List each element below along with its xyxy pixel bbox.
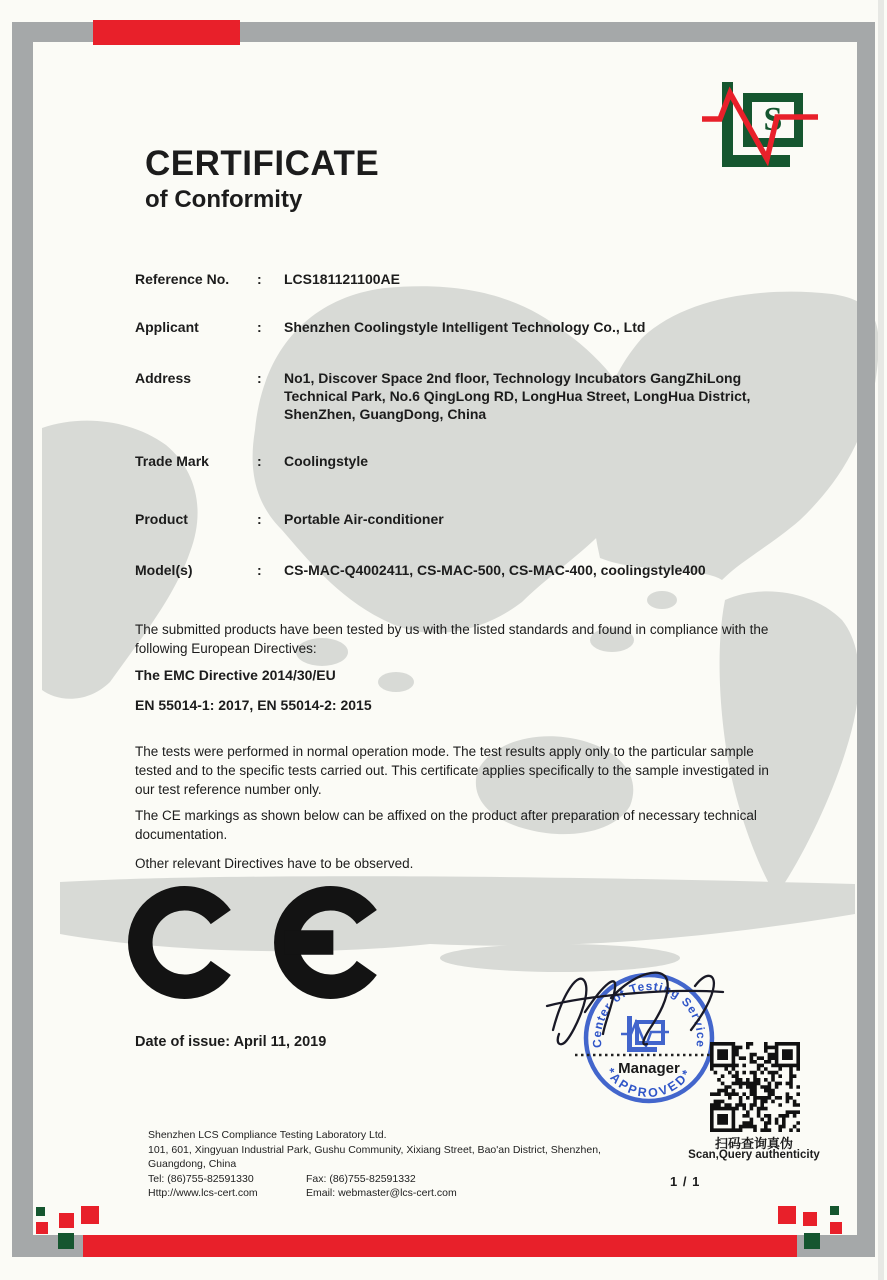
- lcs-logo-icon: [690, 70, 860, 190]
- page-number: 1 / 1: [670, 1174, 701, 1189]
- paragraph-intro: The submitted products have been tested by us with the listed standards and found in compliance with the following European Directives:: [135, 622, 769, 656]
- deco-square: [830, 1206, 839, 1215]
- stamp-logo-icon: [621, 1016, 669, 1052]
- footer-block: [148, 1128, 601, 1201]
- field-colon: :: [257, 453, 262, 469]
- field-value: CS-MAC-Q4002411, CS-MAC-500, CS-MAC-400, coolingstyle400: [284, 562, 706, 578]
- field-label: Reference No.: [135, 271, 230, 287]
- stamp-role-label: Manager: [618, 1060, 680, 1077]
- paragraph-ce: The CE markings as shown below can be affixed on the product after preparation of necessary technical documentation.: [135, 808, 757, 842]
- field-colon: :: [257, 319, 262, 335]
- footer-tel: Tel: (86)755-82591330: [148, 1172, 254, 1185]
- frame-accent-top: [93, 20, 240, 45]
- footer-email: Email: webmaster@lcs-cert.com: [306, 1187, 457, 1199]
- deco-square: [36, 1222, 48, 1234]
- deco-square: [803, 1212, 817, 1226]
- frame-accent-bottom: [83, 1235, 797, 1257]
- field-value: No1, Discover Space 2nd floor, Technology Incubators GangZhiLong Technical Park, No.6 QingLong RD, LongHua Street, LongHua District, ShenZhen, GuangDong, China: [284, 370, 751, 422]
- footer-address-2: Guangdong, China: [148, 1158, 237, 1170]
- qr-code: [710, 1042, 800, 1132]
- ce-mark-icon: [128, 884, 388, 1001]
- certificate-subtitle: of Conformity: [145, 186, 303, 213]
- field-label: Address: [135, 370, 192, 386]
- page-edge-shadow: [878, 0, 884, 1280]
- deco-square: [81, 1206, 99, 1224]
- qr-caption-en: Scan,Query authenticity: [688, 1149, 820, 1161]
- logo-letter: S: [763, 101, 783, 138]
- deco-square: [59, 1213, 74, 1228]
- field-colon: :: [257, 511, 262, 527]
- field-value: Coolingstyle: [284, 453, 369, 469]
- field-colon: :: [257, 562, 262, 578]
- footer-company: Shenzhen LCS Compliance Testing Laboratory Ltd.: [148, 1129, 387, 1141]
- paragraph-other: Other relevant Directives have to be observed.: [135, 856, 414, 871]
- date-of-issue: Date of issue: April 11, 2019: [135, 1034, 327, 1050]
- deco-square: [830, 1222, 842, 1234]
- field-label: Model(s): [135, 562, 193, 578]
- field-label: Product: [135, 511, 188, 527]
- field-value: LCS181121100AE: [284, 271, 400, 287]
- footer-address-1: 101, 601, Xingyuan Industrial Park, Gushu Community, Xixiang Street, Bao'an District, Shenzhen,: [148, 1143, 601, 1156]
- field-label: Applicant: [135, 319, 199, 335]
- paragraph-tests: The tests were performed in normal operation mode. The test results apply only to the particular sample tested and to the specific tests carried out. This certificate applies specifically to the sample investigated in our test reference number only.: [135, 744, 769, 797]
- field-value: Portable Air-conditioner: [284, 511, 444, 527]
- deco-square: [778, 1206, 796, 1224]
- qr-caption-zh: 扫码查询真伪: [714, 1136, 793, 1151]
- field-label: Trade Mark: [135, 453, 209, 469]
- frame-right: [857, 22, 875, 1257]
- stamp-ring-bottom-text: *APPROVED*: [602, 1065, 696, 1101]
- certificate-title: CERTIFICATE: [145, 144, 380, 183]
- field-colon: :: [257, 370, 262, 386]
- stamp-ring-top-text: Center of Testing Service: [589, 979, 709, 1049]
- deco-square: [36, 1207, 45, 1216]
- deco-square: [804, 1233, 820, 1249]
- footer-fax: Fax: (86)755-82591332: [306, 1172, 416, 1185]
- field-value: Shenzhen Coolingstyle Intelligent Technology Co., Ltd: [284, 319, 646, 335]
- footer-web: Http://www.lcs-cert.com: [148, 1187, 258, 1199]
- standards-line: EN 55014-1: 2017, EN 55014-2: 2015: [135, 697, 372, 713]
- directive-line: The EMC Directive 2014/30/EU: [135, 667, 336, 683]
- field-colon: :: [257, 271, 262, 287]
- frame-left: [12, 22, 33, 1257]
- deco-square: [58, 1233, 74, 1249]
